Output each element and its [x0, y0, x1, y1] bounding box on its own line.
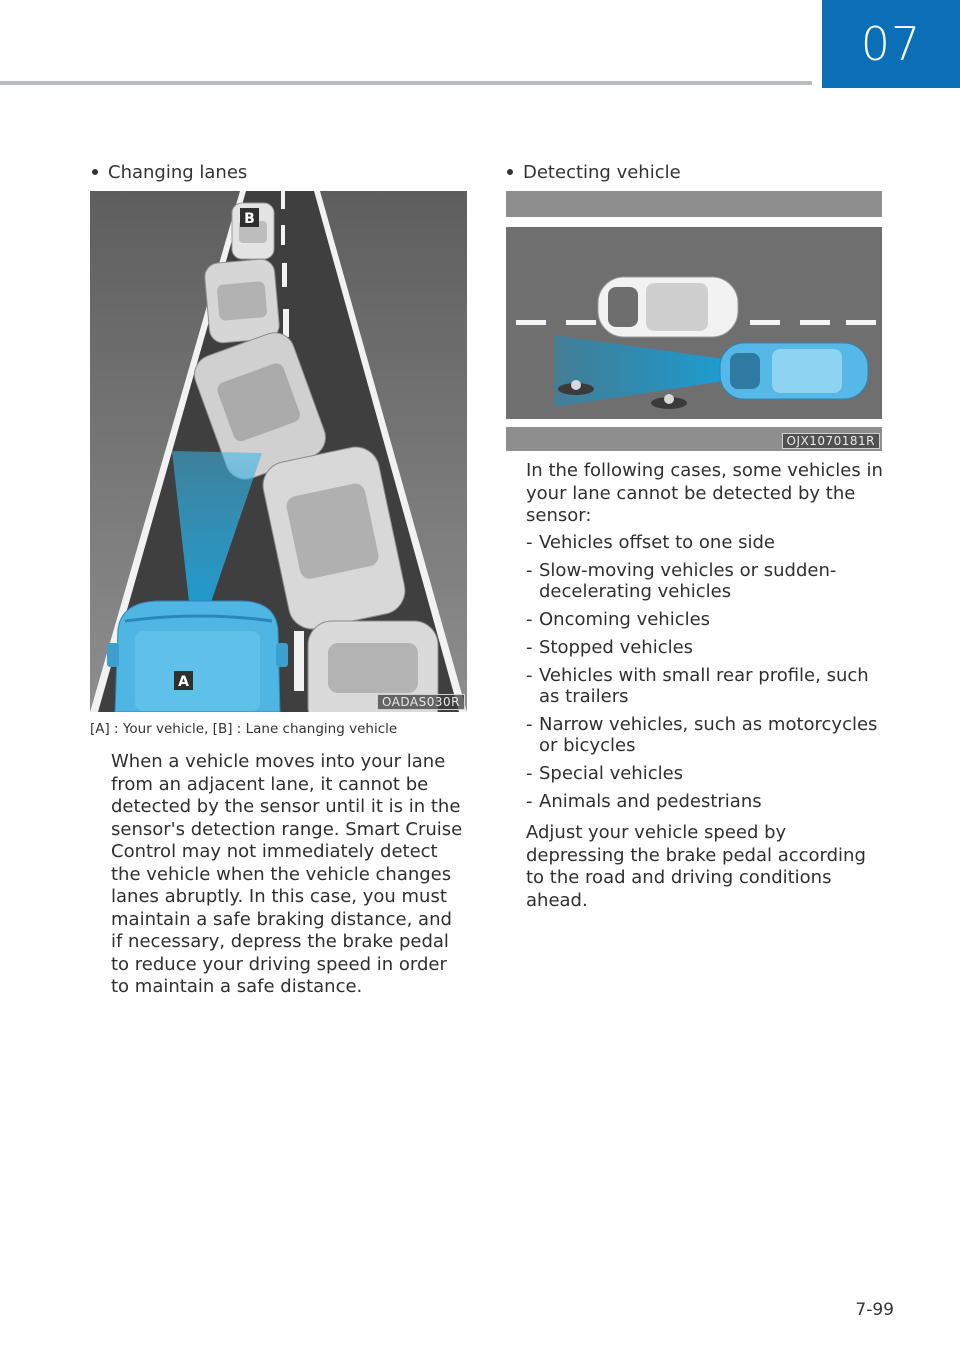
- bullet-detecting-vehicle: [507, 162, 681, 183]
- list-item: - Special vehicles: [526, 763, 886, 784]
- intro-paragraph: In the following cases, some vehicles in your lane cannot be detected by the sensor:: [526, 460, 883, 526]
- blue-vehicle: [720, 343, 868, 399]
- figure-lane-change: [90, 191, 467, 712]
- vehicle-b-2: [204, 258, 281, 344]
- bullet-label: Detecting vehicle: [523, 162, 681, 183]
- figure-caption: [A] : Your vehicle, [B] : Lane changing vehicle: [90, 721, 398, 737]
- list-item: - Slow-moving vehicles or sudden-decelerating vehicles: [526, 560, 886, 602]
- lane-change-paragraph: When a vehicle moves into your lane from an adjacent lane, it cannot be detected by the sensor until it is in the sensor's detection range. Smart Cruise Control may not immediately detect the vehicle when the vehicle changes lanes abruptly. In this case, you must maintain a safe braking distance, and if necessary, depress the brake pedal to reduce your driving speed in order to maintain a safe distance.: [111, 751, 463, 997]
- detection-illustration: [506, 191, 882, 451]
- list-item: - Oncoming vehicles: [526, 609, 886, 630]
- list-item: - Vehicles with small rear profile, such as trailers: [526, 665, 886, 707]
- list-item: - Narrow vehicles, such as motorcycles or bicycles: [526, 714, 886, 756]
- bullet-icon: [507, 169, 513, 175]
- bullet-changing-lanes: [92, 162, 247, 183]
- white-vehicle: [598, 277, 738, 337]
- header-rule: [0, 81, 812, 85]
- bullet-icon: [92, 169, 98, 175]
- list-item: - Vehicles offset to one side: [526, 532, 886, 553]
- figure-code: OADAS030R: [377, 694, 465, 710]
- figure-code: OJX1070181R: [782, 433, 881, 449]
- chapter-tab: 07: [822, 0, 960, 88]
- figure-detecting-vehicle: [506, 191, 882, 451]
- bullet-label: Changing lanes: [108, 162, 248, 183]
- list-item: - Animals and pedestrians: [526, 791, 886, 812]
- vehicle-a: [107, 601, 288, 712]
- closing-paragraph: Adjust your vehicle speed by depressing the brake pedal according to the road and driving conditions ahead.: [526, 822, 866, 911]
- list-item: - Stopped vehicles: [526, 637, 886, 658]
- label-a: A: [178, 674, 189, 690]
- lane-change-illustration: [90, 191, 467, 712]
- page-number: 7-99: [855, 1300, 894, 1320]
- label-b: B: [244, 211, 255, 227]
- undetected-vehicle-list: [526, 532, 886, 819]
